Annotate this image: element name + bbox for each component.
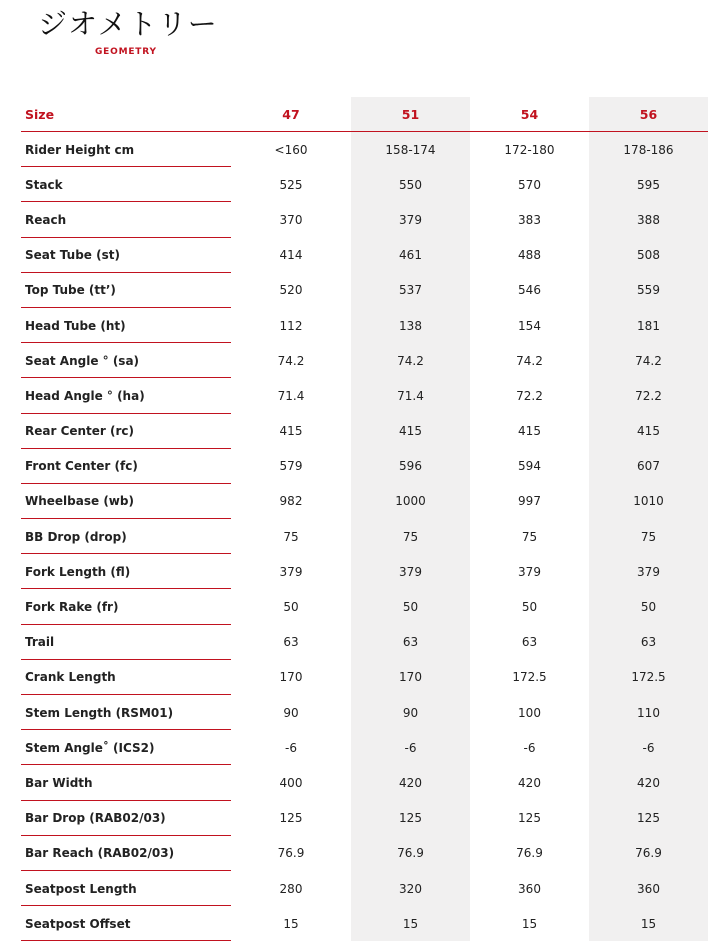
- table-body: [21, 132, 708, 941]
- row-value-size-54: 570: [518, 177, 541, 192]
- header-size-47: 47: [282, 106, 300, 122]
- row-value-size-47: 525: [279, 177, 303, 192]
- row-value-size-56: 1010: [589, 484, 708, 519]
- row-value-size-51: 379: [351, 202, 470, 237]
- row-value-size-51: 461: [351, 238, 470, 273]
- row-value-size-47: 400: [279, 775, 303, 790]
- row-value-size-54: 63: [521, 635, 538, 650]
- table-row: [21, 308, 708, 343]
- row-label: Seatpost Length: [25, 881, 137, 896]
- table-row: [21, 836, 708, 871]
- row-value-size-47: 50: [283, 600, 299, 615]
- row-value-size-47: 379: [279, 564, 303, 579]
- row-value-size-54: 75: [521, 529, 538, 544]
- row-value-size-47: -6: [285, 740, 297, 755]
- row-value-size-51: 75: [351, 519, 470, 554]
- row-value-size-56: 15: [589, 906, 708, 941]
- row-value-size-54: 50: [521, 600, 538, 615]
- page-subtitle: GEOMETRY: [95, 47, 157, 57]
- row-value-size-51: 90: [351, 695, 470, 730]
- row-value-size-56: 420: [589, 765, 708, 800]
- table-row: [21, 273, 708, 308]
- row-value-size-54: 360: [518, 881, 541, 896]
- row-value-size-47: 520: [279, 283, 303, 298]
- row-label: Head Tube (ht): [25, 318, 126, 333]
- row-value-size-47: 90: [283, 705, 299, 720]
- row-label: Fork Length (fl): [25, 564, 131, 579]
- row-label: Bar Drop (RAB02/03): [25, 811, 166, 826]
- row-value-size-51: 63: [351, 625, 470, 660]
- row-value-size-51: 320: [351, 871, 470, 906]
- row-value-size-56: 50: [589, 589, 708, 624]
- table-row: [21, 625, 708, 660]
- row-label: Bar Width: [25, 775, 93, 790]
- row-value-size-47: 415: [279, 424, 303, 439]
- table-row: [21, 589, 708, 624]
- row-label: Stack: [25, 177, 63, 192]
- page-title: ジオメトリー: [38, 7, 218, 41]
- row-value-size-51: 50: [351, 589, 470, 624]
- row-label: Front Center (fc): [25, 459, 138, 474]
- row-label: Stem Angle˚ (ICS2): [25, 740, 155, 755]
- row-value-size-47: 170: [279, 670, 303, 685]
- row-value-size-56: 178-186: [589, 132, 708, 167]
- row-value-size-56: 607: [589, 449, 708, 484]
- row-value-size-56: 379: [589, 554, 708, 589]
- row-label: Stem Length (RSM01): [25, 705, 174, 720]
- row-value-size-56: 74.2: [589, 343, 708, 378]
- row-value-size-54: -6: [523, 740, 536, 755]
- row-label: Rider Height cm: [25, 142, 135, 157]
- table-row: [21, 519, 708, 554]
- row-value-size-56: 595: [589, 167, 708, 202]
- row-value-size-51: 596: [351, 449, 470, 484]
- row-value-size-51: 138: [351, 308, 470, 343]
- table-row: [21, 167, 708, 202]
- row-value-size-56: 508: [589, 238, 708, 273]
- row-value-size-54: 415: [518, 424, 541, 439]
- row-label: Seat Angle ° (sa): [25, 353, 140, 368]
- row-value-size-56: 172.5: [589, 660, 708, 695]
- row-value-size-51: 420: [351, 765, 470, 800]
- row-value-size-56: 76.9: [589, 836, 708, 871]
- row-value-size-51: 415: [351, 414, 470, 449]
- header-size-54: 54: [520, 106, 539, 122]
- row-value-size-56: 388: [589, 202, 708, 237]
- row-label: Fork Rake (fr): [25, 600, 119, 615]
- row-value-size-54: 488: [518, 248, 541, 263]
- table-row: [21, 202, 708, 237]
- row-value-size-47: 15: [283, 916, 299, 931]
- row-value-size-56: 75: [589, 519, 708, 554]
- row-value-size-51: 76.9: [351, 836, 470, 871]
- row-value-size-51: 125: [351, 801, 470, 836]
- row-label: Head Angle ° (ha): [25, 388, 145, 403]
- row-value-size-51: 537: [351, 273, 470, 308]
- row-value-size-47: 982: [279, 494, 303, 509]
- row-label: Wheelbase (wb): [25, 494, 134, 509]
- row-label: Seat Tube (st): [25, 248, 120, 263]
- row-value-size-56: 415: [589, 414, 708, 449]
- row-value-size-56: 559: [589, 273, 708, 308]
- row-value-size-51: 71.4: [351, 378, 470, 413]
- table-row: [21, 871, 708, 906]
- row-value-size-51: 170: [351, 660, 470, 695]
- row-value-size-51: -6: [351, 730, 470, 765]
- table-row: [21, 801, 708, 836]
- row-value-size-47: 280: [279, 881, 303, 896]
- row-value-size-51: 74.2: [351, 343, 470, 378]
- table-row: [21, 484, 708, 519]
- header-size-56: 56: [589, 97, 708, 131]
- row-value-size-56: 72.2: [589, 378, 708, 413]
- row-label: Trail: [25, 635, 55, 650]
- row-value-size-47: 63: [283, 635, 299, 650]
- row-value-size-47: 76.9: [277, 846, 305, 861]
- row-value-size-47: 71.4: [277, 388, 305, 403]
- row-value-size-47: 125: [279, 811, 303, 826]
- table-row: [21, 695, 708, 730]
- row-value-size-47: 579: [279, 459, 303, 474]
- row-value-size-54: 172.5: [512, 670, 547, 685]
- row-label: Seatpost Offset: [25, 916, 131, 931]
- header-size-label: Size: [25, 106, 55, 122]
- row-value-size-47: 414: [279, 248, 303, 263]
- table-row: [21, 132, 708, 167]
- row-value-size-54: 15: [521, 916, 538, 931]
- table-row: [21, 660, 708, 695]
- table-header-row: [21, 97, 708, 132]
- row-value-size-51: 550: [351, 167, 470, 202]
- table-row: [21, 730, 708, 765]
- geometry-table: [21, 97, 708, 941]
- row-label: Reach: [25, 212, 67, 227]
- row-label: Crank Length: [25, 670, 116, 685]
- row-value-size-54: 420: [518, 775, 541, 790]
- row-value-size-56: 125: [589, 801, 708, 836]
- row-value-size-51: 1000: [351, 484, 470, 519]
- row-value-size-47: 75: [283, 529, 299, 544]
- row-value-size-47: <160: [274, 142, 308, 157]
- table-row: [21, 449, 708, 484]
- row-value-size-47: 370: [279, 212, 303, 227]
- row-value-size-51: 158-174: [351, 132, 470, 167]
- table-row: [21, 414, 708, 449]
- row-label: Top Tube (tt’): [25, 283, 116, 298]
- table-row: [21, 554, 708, 589]
- row-value-size-54: 100: [518, 705, 541, 720]
- row-value-size-54: 997: [518, 494, 541, 509]
- row-value-size-56: 110: [589, 695, 708, 730]
- table-row: [21, 343, 708, 378]
- row-value-size-54: 125: [518, 811, 541, 826]
- row-value-size-47: 112: [279, 318, 303, 333]
- row-value-size-54: 383: [518, 212, 541, 227]
- row-value-size-51: 379: [351, 554, 470, 589]
- row-value-size-56: 181: [589, 308, 708, 343]
- row-value-size-56: -6: [589, 730, 708, 765]
- row-value-size-54: 154: [518, 318, 541, 333]
- row-label: Bar Reach (RAB02/03): [25, 846, 175, 861]
- header-size-51: 51: [351, 97, 470, 131]
- row-value-size-54: 172-180: [504, 142, 555, 157]
- table-row: [21, 765, 708, 800]
- row-value-size-54: 594: [518, 459, 541, 474]
- row-value-size-54: 379: [518, 564, 541, 579]
- row-value-size-54: 76.9: [516, 846, 543, 861]
- row-value-size-56: 360: [589, 871, 708, 906]
- table-row: [21, 378, 708, 413]
- row-value-size-47: 74.2: [277, 353, 305, 368]
- row-value-size-54: 546: [518, 283, 541, 298]
- row-label: BB Drop (drop): [25, 529, 127, 544]
- row-label: Rear Center (rc): [25, 424, 135, 439]
- row-value-size-51: 15: [351, 906, 470, 941]
- table-row: [21, 238, 708, 273]
- row-value-size-54: 74.2: [516, 353, 543, 368]
- row-value-size-54: 72.2: [516, 388, 543, 403]
- table-row: [21, 906, 708, 941]
- row-value-size-56: 63: [589, 625, 708, 660]
